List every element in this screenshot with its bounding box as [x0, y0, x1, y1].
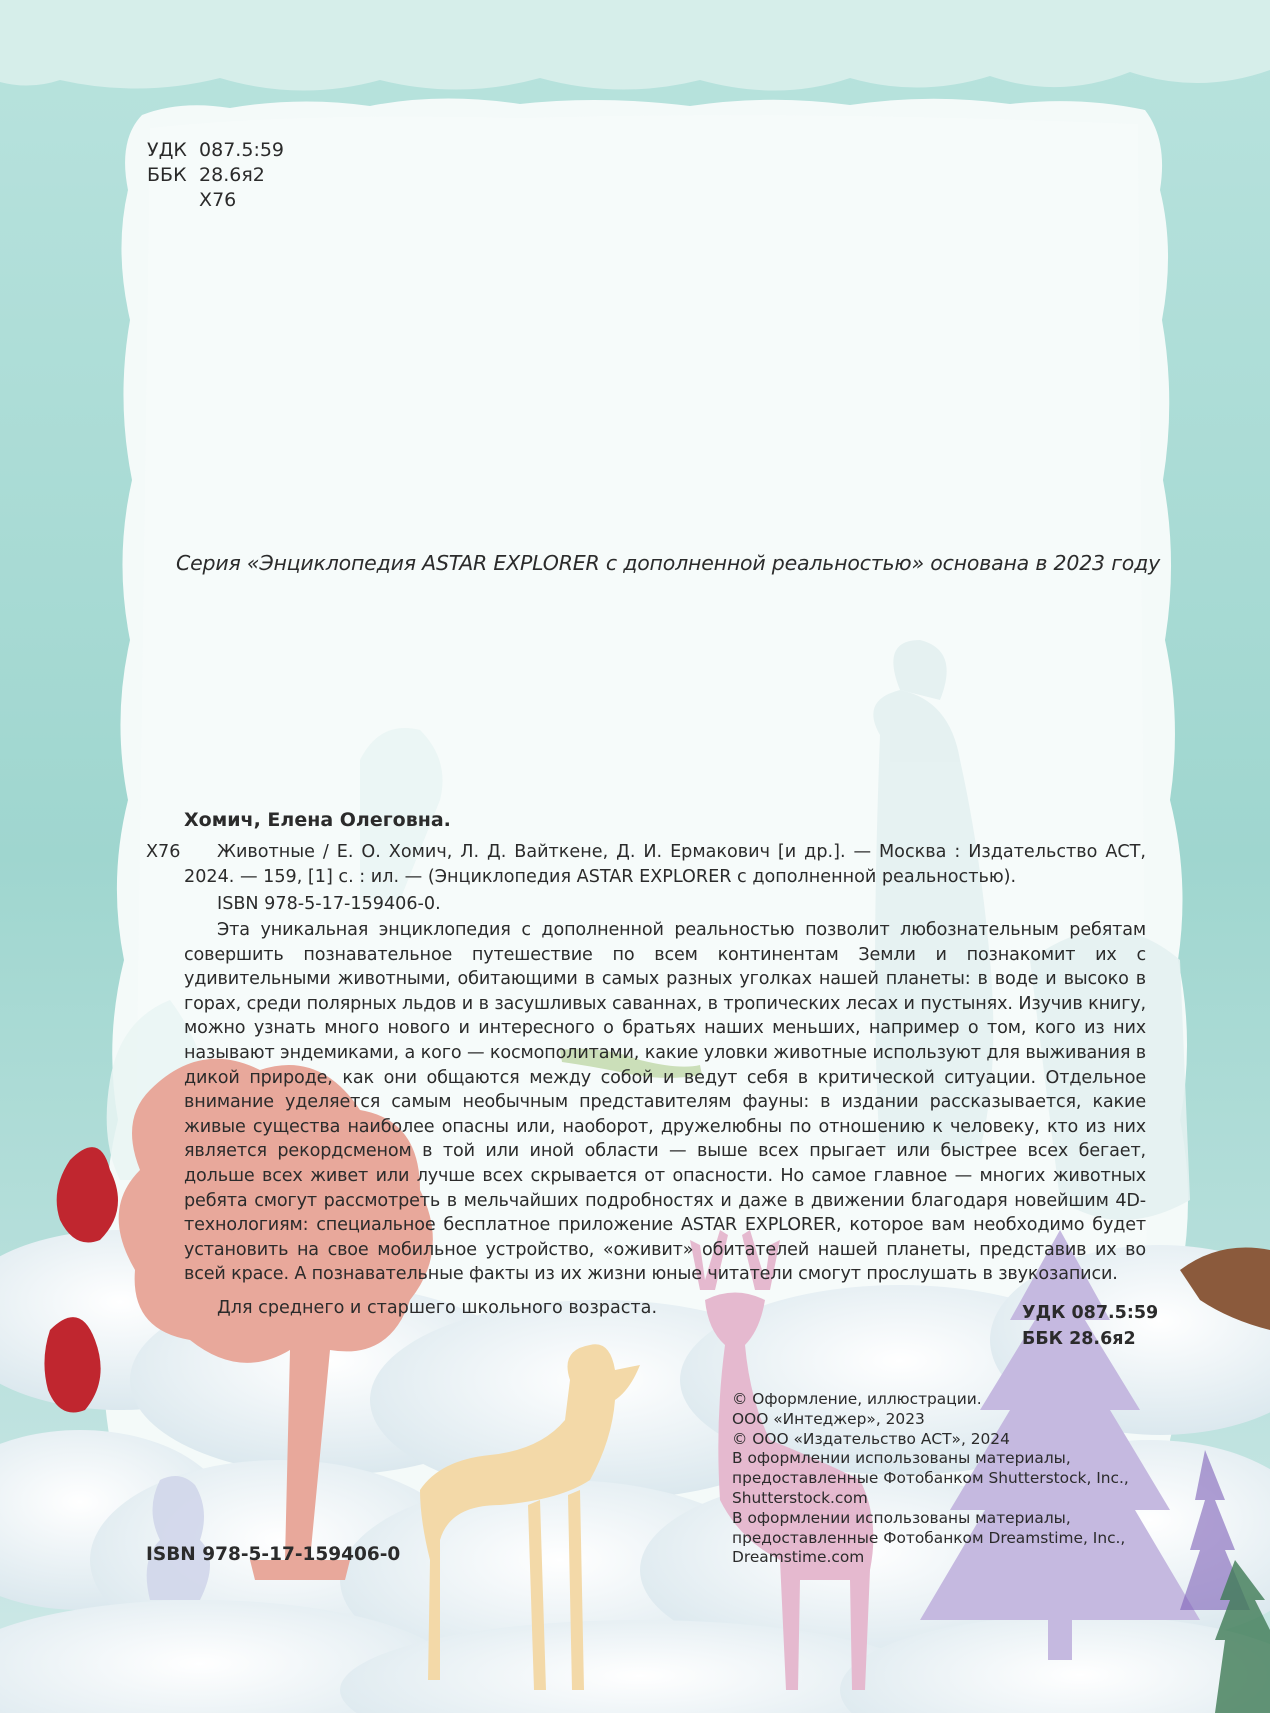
- credit-line: ООО «Интеджер», 2023: [732, 1409, 925, 1428]
- credit-line: © Оформление, иллюстрации.: [732, 1390, 982, 1408]
- bbk-value: 28.6я2: [199, 164, 265, 186]
- udk-label: УДК: [147, 139, 187, 161]
- udk-bottom: УДК 087.5:59: [1022, 1303, 1159, 1323]
- isbn-bottom: ISBN 978-5-17-159406-0: [146, 1544, 401, 1565]
- series-note: Серия «Энциклопедия ASTAR EXPLORER с дополненной реальностью» основана в 2023 году: [176, 551, 1161, 575]
- credit-line: © ООО «Издательство АСТ», 2024: [732, 1429, 1010, 1448]
- credit-line: предоставленные Фотобанком Dreamstime, Inc.,: [732, 1528, 1126, 1547]
- bbk-bottom: ББК 28.6я2: [1022, 1329, 1136, 1349]
- annotation-text: Эта уникальная энциклопедия с дополненной реальностью позволит любознательным ребятам совершить познавательное путешествие по всем континентам Земли и познакомит их с удивительными животными, обитающими в самых разных уголках нашей планеты: в воде и высоко в горах, среди полярных льдов и в засушливых саваннах, в тропических лесах и пустынях. Изучив книгу, можно узнать много нового и интересного о братьях наших меньших, например о том, кого из них называют эндемиками, а кого — космополитами, какие уловки животные используют для выживания в дикой природе, как они общаются между собой и ведут себя в критической ситуации. Отдельное внимание уделяется самым необычным представителям фауны: в издании рассказывается, какие живые существа наиболее опасны или, наоборот, дружелюбны по отношению к человеку, кто из них является рекордсменом в той или иной области — выше всех прыгает или быстрее всех бегает, дольше всех живет или лучше всех скрывается от опасности. Но самое главное — многих животных ребята смогут рассмотреть в мельчайших подробностях и даже в движении благодаря новейшим 4D-технологиям: специальное бесплатное приложение ASTAR EXPLORER, которое вам необходимо будет установить на свое мобильное устройство, «оживит» обитателей нашей планеты, представив их во всей красе. А познавательные факты из их жизни юные читатели смогут прослушать в звукозаписи.: [184, 920, 1146, 1285]
- credit-line: В оформлении использованы материалы,: [732, 1449, 1071, 1468]
- bbk-row: [147, 163, 284, 188]
- credit-line: Shutterstock.com: [732, 1488, 868, 1507]
- classification-codes-top: [147, 138, 284, 213]
- credit-line: Dreamstime.com: [732, 1548, 865, 1567]
- author-sign-catalog: Х76: [146, 842, 181, 862]
- bbk-label: ББК: [147, 164, 187, 186]
- author-sign-top: Х76: [199, 189, 237, 211]
- author-sign-row: [147, 188, 284, 213]
- catalog-isbn: ISBN 978-5-17-159406-0.: [217, 894, 441, 914]
- age-note: Для среднего и старшего школьного возраста.: [217, 1298, 658, 1318]
- udk-value: 087.5:59: [199, 139, 285, 161]
- copyright-credits: [732, 1390, 1129, 1568]
- classification-codes-bottom: [1022, 1300, 1158, 1352]
- credit-line: предоставленные Фотобанком Shutterstock, Inc.,: [732, 1469, 1129, 1488]
- catalog-entry: Животные / Е. О. Хомич, Л. Д. Вайткене, Д. И. Ермакович [и др.]. — Москва : Издательство АСТ, 2024. — 159, [1] с. : ил. — (Энциклопедия ASTAR EXPLORER с дополненной реальностью).: [184, 842, 1146, 887]
- udk-row: [147, 138, 284, 163]
- credit-line: В оформлении использованы материалы,: [732, 1508, 1071, 1527]
- author-heading: Хомич, Елена Олеговна.: [184, 809, 451, 831]
